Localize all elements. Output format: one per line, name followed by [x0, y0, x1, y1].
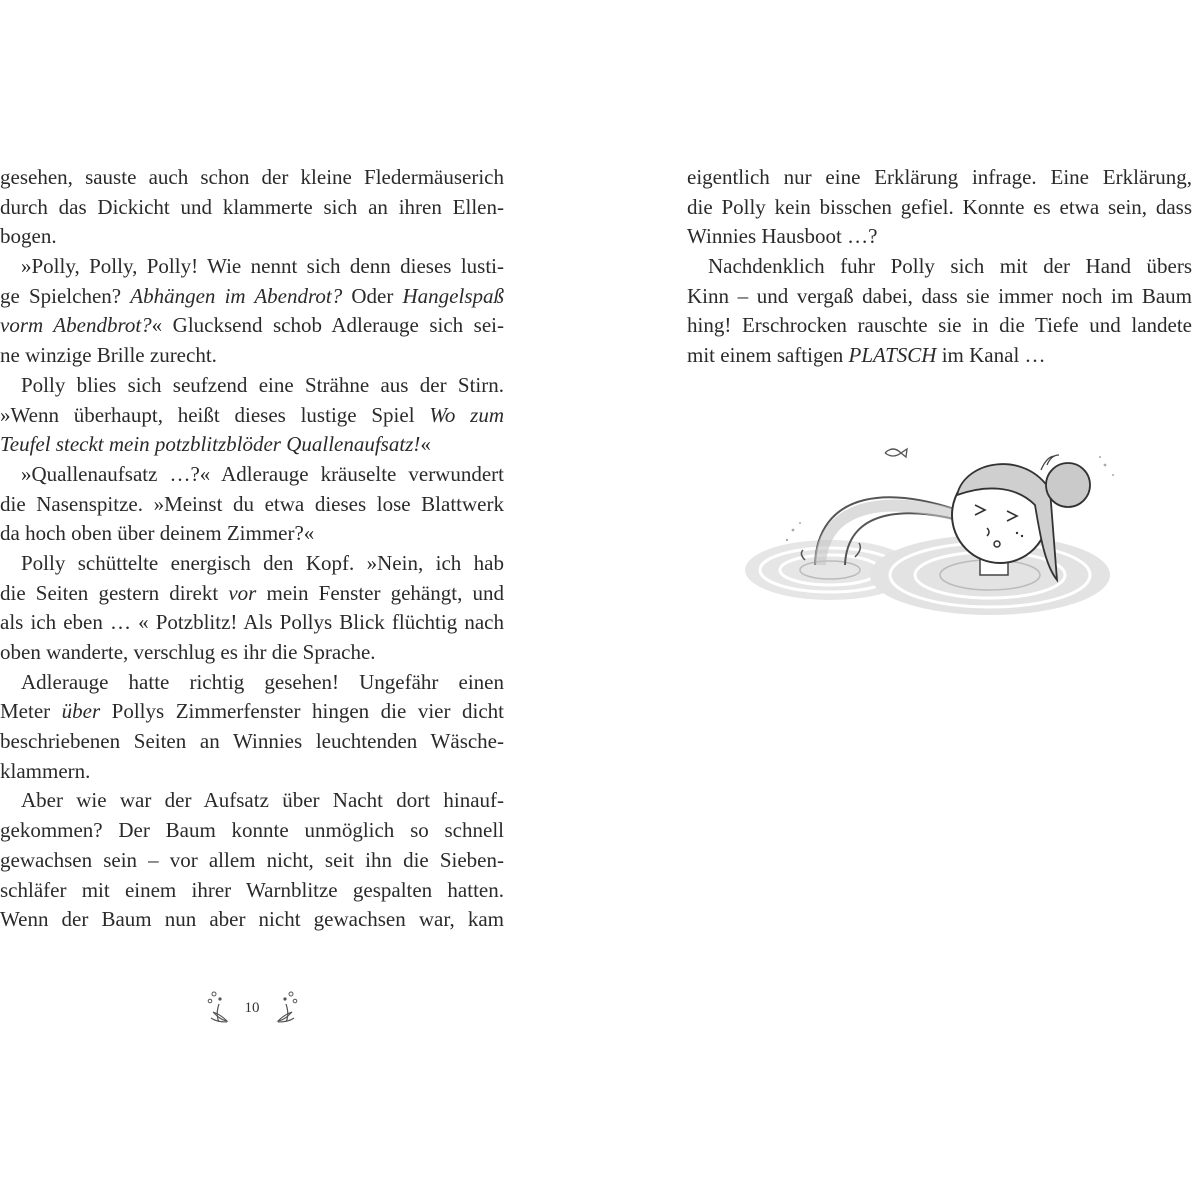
italic-text: über — [61, 699, 101, 724]
italic-text: Abhängen im Abendrot? — [130, 283, 343, 308]
text-segment: « Glucksend schob Adlerauge sich sei- — [151, 313, 504, 338]
text-segment: Adlerauge hatte richtig gesehen! Ungefähr einen — [21, 669, 504, 694]
text-line — [0, 371, 504, 401]
italic-text: vorm Abendbrot? — [0, 313, 152, 338]
text-segment: oben wanderte, verschlug es ihr die Sprache. — [0, 640, 376, 664]
text-line — [0, 282, 504, 312]
text-line — [0, 460, 504, 490]
text-line — [687, 163, 1192, 193]
text-segment: Polly blies sich seufzend eine Strähne aus der Stirn. — [21, 372, 504, 397]
text-segment: Polly schüttelte energisch den Kopf. »Nein, ich hab — [21, 550, 504, 575]
text-segment: ne winzige Brille zurecht. — [0, 343, 217, 368]
text-line — [687, 311, 1192, 341]
text-line — [0, 697, 504, 727]
text-segment: klammern. — [0, 758, 91, 783]
page-number: 10 — [244, 999, 260, 1016]
text-segment: gewachsen sein – vor allem nicht, seit ihn die Sieben- — [0, 847, 504, 872]
text-segment: Pollys Zimmerfenster hingen die vier dicht — [100, 699, 504, 724]
italic-text: PLATSCH — [848, 343, 937, 368]
text-line — [0, 905, 504, 935]
text-segment: »Quallenaufsatz …?« Adlerauge kräuselte verwundert — [21, 461, 504, 486]
text-line — [0, 816, 504, 846]
sprout-with-dots-icon — [205, 990, 237, 1026]
text-segment: Kinn – und vergaß dabei, dass sie immer noch im Baum — [687, 283, 1192, 308]
text-segment: mein Fenster gehängt, und — [256, 580, 504, 605]
text-segment: mit einem saftigen — [687, 343, 849, 368]
text-segment: Wenn der Baum nun aber nicht gewachsen war, kam — [0, 907, 504, 932]
text-line — [0, 430, 504, 460]
text-segment: Oder — [342, 283, 403, 308]
text-segment: durch das Dickicht und klammerte sich an ihren Ellen- — [0, 194, 504, 219]
text-segment: die Seiten gestern direkt — [0, 580, 229, 605]
text-segment: gesehen, sauste auch schon der kleine Fledermäuserich — [0, 165, 504, 189]
text-line — [0, 727, 504, 757]
text-line — [0, 341, 504, 371]
text-segment: schläfer mit einem ihrer Warnblitze gespalten hatten. — [0, 877, 504, 902]
italic-text: Hangelspaß — [402, 283, 505, 308]
left-page-body-text — [0, 163, 504, 935]
text-line — [0, 786, 504, 816]
text-segment: Winnies Hausboot …? — [687, 224, 878, 249]
text-segment: eigentlich nur eine Erklärung infrage. Eine Erklärung, — [687, 165, 1192, 189]
text-segment: im Kanal … — [936, 343, 1046, 368]
text-line — [0, 311, 504, 341]
text-line — [0, 668, 504, 698]
text-segment: »Polly, Polly, Polly! Wie nennt sich denn dieses lusti- — [21, 254, 504, 279]
text-segment: die Nasenspitze. »Meinst du etwa dieses lose Blattwerk — [0, 491, 504, 516]
text-segment: gekommen? Der Baum konnte unmöglich so schnell — [0, 818, 504, 843]
text-line — [0, 638, 504, 668]
text-line — [0, 549, 504, 579]
text-line — [687, 193, 1192, 223]
text-segment: beschriebenen Seiten an Winnies leuchtenden Wäsche- — [0, 729, 504, 754]
text-line — [0, 222, 504, 252]
sprout-with-dots-icon — [268, 990, 300, 1026]
text-line — [0, 401, 504, 431]
text-line — [0, 846, 504, 876]
page-footer — [196, 988, 308, 1028]
text-segment: Meter — [0, 699, 62, 724]
girl-in-water-illustration — [735, 435, 1135, 635]
text-line — [687, 341, 1192, 371]
text-line — [0, 252, 504, 282]
text-line — [687, 222, 1192, 252]
text-segment: hing! Erschrocken rauschte sie in die Tiefe und landete — [687, 313, 1192, 338]
text-line — [0, 608, 504, 638]
italic-text: vor — [228, 580, 257, 605]
text-line — [0, 579, 504, 609]
text-line — [0, 876, 504, 906]
text-line — [687, 252, 1192, 282]
text-line — [0, 757, 504, 787]
text-line — [687, 282, 1192, 312]
text-segment: bogen. — [0, 224, 57, 249]
text-segment: die Polly kein bisschen gefiel. Konnte es etwa sein, dass — [687, 194, 1192, 219]
text-segment: »Wenn überhaupt, heißt dieses lustige Spiel — [0, 402, 430, 427]
text-segment: ge Spielchen? — [0, 283, 131, 308]
italic-text: Wo zum — [429, 402, 505, 427]
text-line — [0, 490, 504, 520]
text-segment: Nachdenklich fuhr Polly sich mit der Hand übers — [708, 254, 1192, 279]
italic-text: Teufel steckt mein potzblitzblöder Quallenaufsatz! — [0, 432, 421, 457]
text-line — [0, 163, 504, 193]
text-segment: Aber wie war der Aufsatz über Nacht dort hinauf- — [21, 788, 504, 813]
text-segment: als ich eben … « Potzblitz! Als Pollys Blick flüchtig nach — [0, 610, 504, 635]
right-page-body-text — [687, 163, 1192, 371]
text-segment: « — [420, 432, 431, 457]
text-segment: da hoch oben über deinem Zimmer?« — [0, 521, 315, 546]
text-line — [0, 519, 504, 549]
text-line — [0, 193, 504, 223]
